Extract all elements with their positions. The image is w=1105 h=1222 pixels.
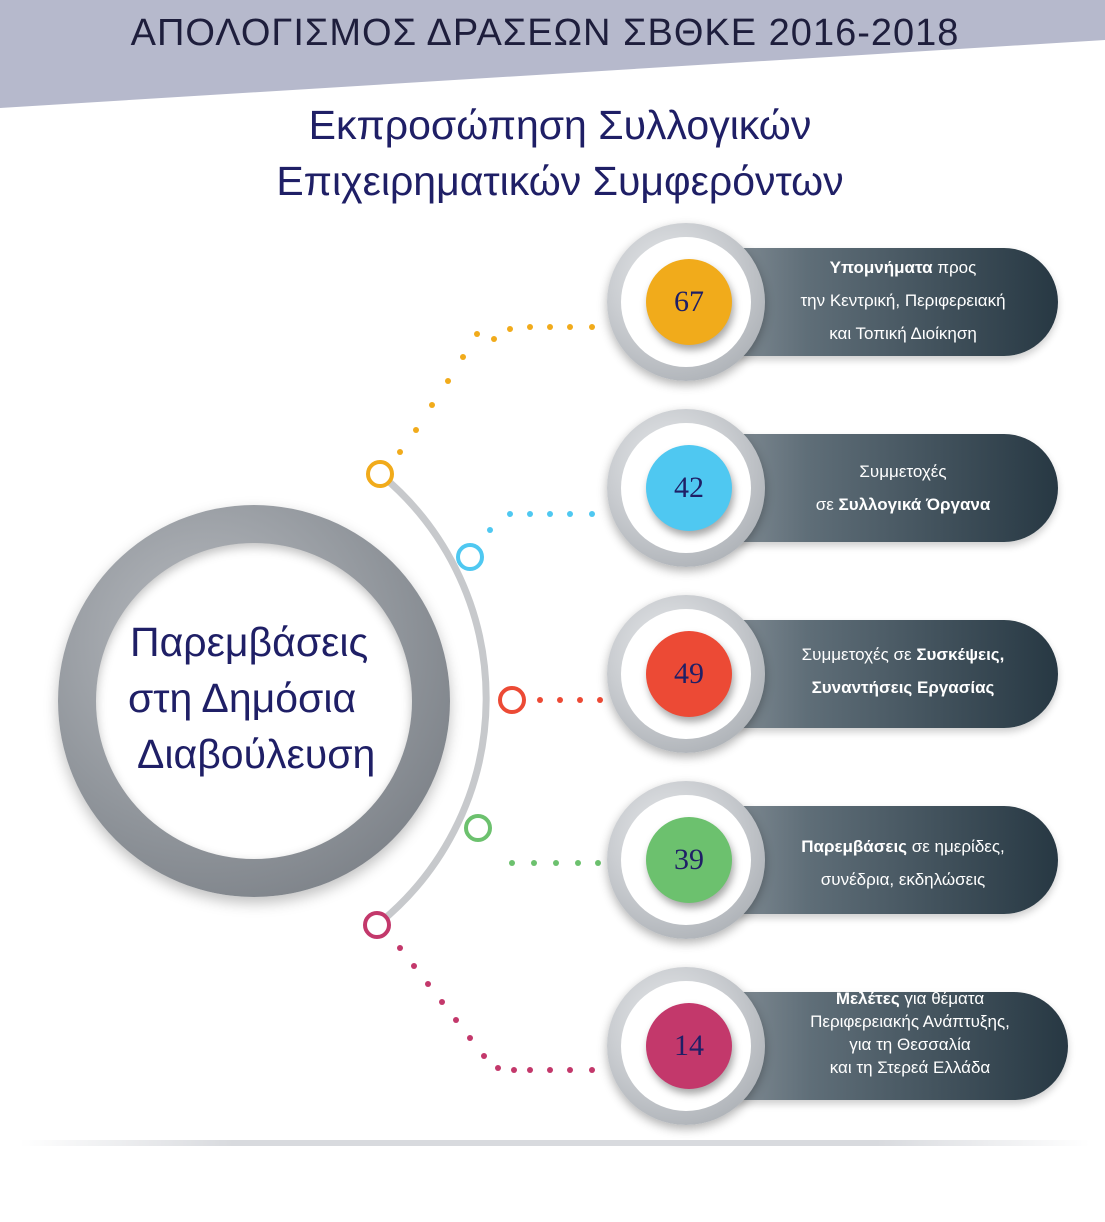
item-value: 49 [646, 631, 732, 717]
arc-node [458, 545, 482, 569]
item-description [753, 830, 1053, 896]
description-line [753, 638, 1053, 671]
connector-dot [413, 427, 419, 433]
description-text: για τη Θεσσαλία [849, 1035, 971, 1054]
item-value: 42 [646, 445, 732, 531]
description-line [753, 284, 1053, 317]
description-text: και τη Στερεά Ελλάδα [829, 1058, 991, 1077]
center-label-line-1: Παρεμβάσεις [130, 619, 369, 665]
subtitle-line-2: Επιχειρηματικών Συμφερόντων [276, 158, 844, 204]
description-bold-text: Συσκέψεις, [916, 645, 1005, 664]
banner-title: ΑΠΟΛΟΓΙΣΜΟΣ ΔΡΑΣΕΩΝ ΣΒΘΚΕ 2016-2018 [130, 12, 960, 54]
connector-dot [589, 324, 595, 330]
connector-dot [553, 860, 559, 866]
description-line [753, 671, 1053, 704]
connector-dot [474, 331, 480, 337]
description-text: σε ημερίδες, [907, 837, 1005, 856]
connector-dot [589, 511, 595, 517]
connector-dot [439, 999, 445, 1005]
connector-dot [425, 981, 431, 987]
description-line [760, 1033, 1060, 1056]
connector-dot [397, 945, 403, 951]
description-line [753, 488, 1053, 521]
connector-dot [547, 511, 553, 517]
connector-dot [467, 1035, 473, 1041]
connector-dot [547, 324, 553, 330]
description-text: την Κεντρική, Περιφερειακή [800, 291, 1006, 310]
connector-dot [507, 511, 513, 517]
center-label-line-2: στη Δημόσια [128, 675, 357, 721]
description-line [753, 830, 1053, 863]
connector-dot [460, 354, 466, 360]
description-bold-text: Συναντήσεις Εργασίας [811, 678, 995, 697]
item-description [753, 455, 1053, 521]
connector-dot [527, 1067, 533, 1073]
connector-dot [597, 697, 603, 703]
description-text: για θέματα [899, 989, 985, 1008]
connector-dot [507, 326, 513, 332]
connector-dot [487, 527, 493, 533]
arc-node [500, 688, 524, 712]
connector-dot [445, 378, 451, 384]
description-text: Συμμετοχές [859, 462, 947, 481]
description-bold-text: Παρεμβάσεις [801, 837, 908, 856]
connector-dot [537, 697, 543, 703]
item-value: 39 [646, 817, 732, 903]
item-description [753, 251, 1053, 350]
description-text: Περιφερειακής Ανάπτυξης, [810, 1012, 1010, 1031]
item-value: 14 [646, 1003, 732, 1089]
description-line [753, 863, 1053, 896]
connector-dot [411, 963, 417, 969]
connector-dot [397, 449, 403, 455]
connector-dot [567, 1067, 573, 1073]
description-text: και Τοπική Διοίκηση [829, 324, 977, 343]
description-line [753, 317, 1053, 350]
description-bold-text: Μελέτες [835, 989, 900, 1008]
connector-dot [575, 860, 581, 866]
item-description [753, 638, 1053, 704]
connector-dot [527, 511, 533, 517]
description-line [753, 455, 1053, 488]
description-text: προς [932, 258, 977, 277]
item-value: 67 [646, 259, 732, 345]
description-line [760, 987, 1060, 1010]
arc-node [368, 462, 392, 486]
connector-dot [547, 1067, 553, 1073]
connector-dot [567, 324, 573, 330]
description-text: Συμμετοχές σε [801, 645, 917, 664]
description-line [760, 1010, 1060, 1033]
connector-dot [531, 860, 537, 866]
connector-dot [557, 697, 563, 703]
footer-divider [20, 1140, 1090, 1146]
connector-dot [511, 1067, 517, 1073]
connector-dot [595, 860, 601, 866]
item-description [760, 987, 1060, 1079]
description-line [760, 1056, 1060, 1079]
description-text: σε [815, 495, 839, 514]
connector-dot [491, 336, 497, 342]
connector-dot [577, 697, 583, 703]
center-label-line-3: Διαβούλευση [137, 731, 376, 777]
connector-dot [453, 1017, 459, 1023]
description-text: συνέδρια, εκδηλώσεις [820, 870, 986, 889]
description-bold-text: Συλλογικά Όργανα [838, 495, 991, 514]
connector-dot [481, 1053, 487, 1059]
connector-dot [509, 860, 515, 866]
connector-dot [429, 402, 435, 408]
connector-dot [527, 324, 533, 330]
description-bold-text: Υπομνήματα [829, 258, 933, 277]
arc-node [466, 816, 490, 840]
description-line [753, 251, 1053, 284]
connector-dot [567, 511, 573, 517]
connector-dot [495, 1065, 501, 1071]
arc-node [365, 913, 389, 937]
connector-dot [589, 1067, 595, 1073]
subtitle-line-1: Εκπροσώπηση Συλλογικών [308, 102, 812, 148]
